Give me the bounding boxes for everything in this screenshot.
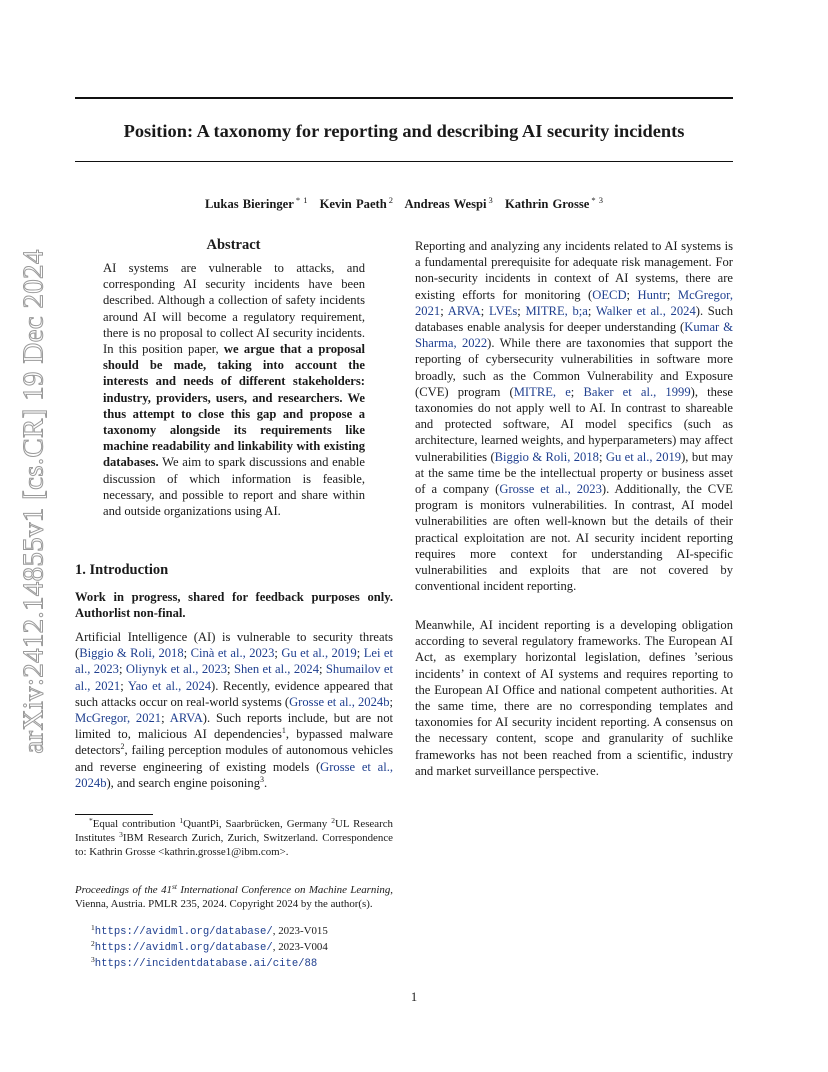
citation-link[interactable]: Yao et al., 2024 [127,678,212,693]
author-name: Kathrin Grosse [504,197,590,211]
citation-link[interactable]: MITRE, e [513,384,571,399]
title-bottom-rule [75,161,733,162]
citation-link[interactable]: Walker et al., 2024 [595,303,696,318]
right-column-paragraph-2: Meanwhile, AI incident reporting is a developing obligation according to several regulatory frameworks. The European AI Act, as exemplary horizontal legislation, defines ’serious incidents’ in context of AI systems and requires reporting to the European AI Office and national competent authorities. At the same time, there are no corresponding templates and taxonomies for AI security incident reporting. A consensus on the necessary content, scope and granularity of suchlike frameworks has not been reached from a scientific, industry and market surveillance perspective. [415,618,733,778]
author-name: Kevin Paeth [319,197,387,211]
citation-link[interactable]: Grosse et al., 2024b [75,759,393,790]
citation-link[interactable]: Gu et al., 2019 [281,646,357,661]
author-name: Lukas Bieringer [205,197,294,211]
citation-link[interactable]: Cinà et al., 2023 [190,646,275,661]
footnote-url-2: $^2$https://avidml.org/database/, 2023-V004 [91,939,328,954]
footnote-marker[interactable]: 3 [260,774,265,784]
arxiv-watermark-text: arXiv:2412.14855v1 [cs.CR] 19 Dec 2024 [17,248,50,754]
work-in-progress-note: Work in progress, shared for feedback purposes only. Authorlist non-final. [75,590,393,621]
citation-link[interactable]: Lei et al., 2023 [75,646,394,677]
affiliations-footnote: *Equal contribution $^1$QuantPi, Saarbrücken, Germany $^2$UL Research Institutes $^3$IBM Research Zurich, Zurich, Switzerland. Correspondence to: Kathrin Grosse <kathrin.grosse1@ibm.com>. [75,816,394,858]
citation-link[interactable]: Gu et al., 2019 [605,449,682,464]
citation-link[interactable]: Huntr [637,287,667,302]
author-list [75,191,733,213]
citation-link[interactable]: MITRE, b;a [525,303,588,318]
footnote-marker[interactable]: 1 [281,726,286,736]
citation-link[interactable]: McGregor, 2021 [415,287,733,318]
citation-link[interactable]: OECD [592,287,627,302]
introduction-paragraph: Artificial Intelligence (AI) is vulnerable to security threats (Biggio & Roli, 2018; Cinà et al., 2023; Gu et al., 2019; Lei et al., 2023; Oliynyk et al., 2023; Shen et al., 2024; Shumailov et al., 2021; Yao et al., 2024). Recently, evidence appeared that such attacks occur on real-world systems (Grosse et al., 2024b; McGregor, 2021; ARVA). Such reports include, but are not limited to, malicious AI dependencies$^1$, bypassed malware detectors$^2$, failing perception modules of autonomous vehicles and reverse engineering of existing models (Grosse et al., 2024b), and search engine poisoning$^3$. [75,630,394,790]
author-affiliation-mark: 2 [388,195,393,205]
citation-link[interactable]: ARVA [447,303,481,318]
citation-link[interactable]: LVEs [489,303,518,318]
footnote-link[interactable]: https://avidml.org/database/ [94,926,273,938]
page-number: 1 [410,990,418,1004]
abstract-bold-claim: we argue that a proposal should be made, taking into account the interests and needs of different stakeholders: industry, providers, users, and researchers. We thus attempt to close this gap and propose a taxonomy alongside its requirements like machine readability and linkability with existing databases. [103,342,365,470]
footnote-rule [75,814,153,815]
top-rule [75,97,733,99]
abstract-text: AI systems are vulnerable to attacks, and corresponding AI security incidents have been described. Although a collection of safety incidents around AI will become a regulatory requirement, there is no proposal to collect AI security incidents. In this position paper, we argue that a proposal should be made, taking into account the interests and needs of different stakeholders: industry, providers, users, and researchers. We thus attempt to close this gap and propose a taxonomy alongside its requirements like machine readability and linkability with existing databases. We aim to spark discussions and enable discussion of which information is feasible, necessary, and possible to report and share within and outside organizations using AI. [103,261,365,519]
citation-link[interactable]: Oliynyk et al., 2023 [125,662,228,677]
author-affiliation-mark: * 3 [591,195,603,205]
paper-title: Position: A taxonomy for reporting and describing AI security incidents [123,121,685,141]
citation-link[interactable]: ARVA [169,711,203,726]
citation-link[interactable]: Kumar & Sharma, 2022 [415,320,733,351]
proceedings-note: Proceedings of the 41st International Conference on Machine Learning, Vienna, Austria. PMLR 235, 2024. Copyright 2024 by the author(s). [75,882,394,910]
footnote-url-3: $^3$https://incidentdatabase.ai/cite/88 [91,955,318,970]
abstract-heading: Abstract [206,237,261,253]
citation-link[interactable]: Shen et al., 2024 [233,662,320,677]
author-affiliation-mark: 3 [488,195,493,205]
citation-link[interactable]: Shumailov et al., 2021 [75,662,393,693]
footnote-url-1: $^1$https://avidml.org/database/, 2023-V015 [91,923,328,938]
citation-link[interactable]: Grosse et al., 2023 [499,482,602,497]
citation-link[interactable]: Biggio & Roli, 2018 [494,449,599,464]
footnote-link[interactable]: https://incidentdatabase.ai/cite/88 [94,958,318,970]
citation-link[interactable]: Baker et al., 1999 [583,384,691,399]
arxiv-watermark [17,248,50,754]
right-column-paragraph-1: Reporting and analyzing any incidents related to AI systems is a fundamental prerequisite for adequate risk management. For non-security incidents in context of AI systems, there are existing efforts for monitoring (OECD; Huntr; McGregor, 2021; ARVA; LVEs; MITRE, b;a; Walker et al., 2024). Such databases enable analysis for deeper understanding (Kumar & Sharma, 2022). While there are taxonomies that support the reporting of cybersecurity vulnerabilities in software more broadly, such as the Common Vulnerability and Exposure (CVE) program (MITRE, e; Baker et al., 1999), these taxonomies do not apply well to AI. In contrast to shareable and protected software, AI model specifics (such as architecture, learned weights, and hyperparameters) may affect vulnerabilities (Biggio & Roli, 2018; Gu et al., 2019), but may at the same time be the intellectual property or business asset of a company (Grosse et al., 2023). Additionally, the CVE program is monitors vulnerabilities. In contrast, AI model vulnerabilities are often well-known but the details of their practical exploitation are not. AI security incident reporting requires more context for understanding AI-specific vulnerabilities and exploits that are not covered by conventional incident reporting. [415,239,734,594]
footnote-marker[interactable]: 2 [120,742,125,752]
section-heading-introduction: 1. Introduction [75,562,169,578]
citation-link[interactable]: Biggio & Roli, 2018 [79,646,184,661]
citation-link[interactable]: Grosse et al., 2024b [289,694,390,709]
author-affiliation-mark: * 1 [295,195,308,205]
citation-link[interactable]: McGregor, 2021 [75,711,162,726]
footnote-link[interactable]: https://avidml.org/database/ [94,942,273,954]
author-name: Andreas Wespi [404,197,487,211]
